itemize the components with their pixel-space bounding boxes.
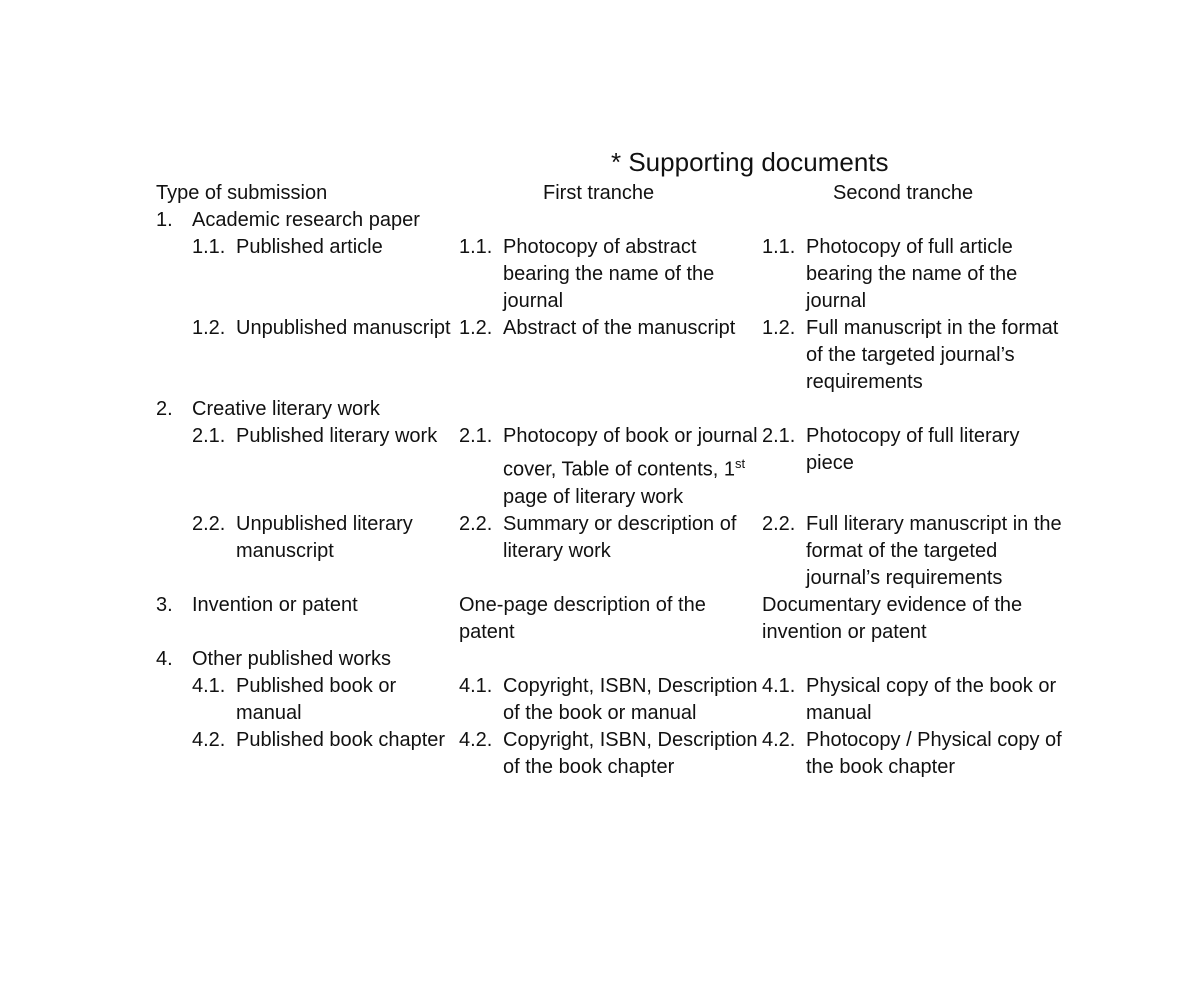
item-number: 1.1. [459,236,493,258]
section-cell [156,646,1062,673]
item-number: 4.1. [762,674,796,697]
type-cell [156,673,459,727]
page-title: * Supporting documents [611,147,889,177]
table-row [156,511,1062,592]
item-number: 1.1. [762,236,796,258]
item-number: 1.2. [762,317,796,339]
item-text: Photocopy of full article bearing the name of the journal [806,236,1018,312]
item-number: 2.2. [192,512,226,535]
type-cell [156,592,459,646]
item-number: 2.1. [459,425,493,447]
section-cell [156,396,1062,423]
item-number: 1.2. [192,317,226,339]
item-text: Abstract of the manuscript [503,317,736,339]
table-row [156,727,1062,781]
type-cell [156,727,459,781]
table-row [156,315,1062,396]
header-type-of-submission: Type of submission [156,182,328,204]
second-tranche-cell [762,511,1062,592]
table-row [156,207,1062,234]
item-number: 2.2. [762,512,796,535]
item-label: Published book or manual [236,674,397,724]
section-label: Invention or patent [192,593,358,616]
item-label: Unpublished literary manuscript [236,512,413,562]
type-cell [156,511,459,592]
table-row [156,646,1062,673]
table-row [156,673,1062,727]
second-tranche-cell [762,592,1062,646]
first-tranche-cell [459,315,762,396]
item-number: 2.1. [762,425,796,447]
first-tranche-cell [459,727,762,781]
item-number: 4.2. [192,728,226,751]
first-tranche-cell [459,673,762,727]
item-text: Full literary manuscript in the format of the targeted journal’s requirements [806,512,1062,589]
item-number: 4.1. [459,674,493,697]
second-tranche-cell [762,315,1062,396]
section-label: Academic research paper [192,209,420,231]
item-number: 1.2. [459,317,493,339]
item-number: 1.1. [192,236,226,258]
section-number: 4. [156,647,173,670]
table-row [156,423,1062,511]
item-text: Full manuscript in the format of the targeted journal’s requirements [806,317,1059,393]
second-tranche-cell [762,234,1062,315]
item-text: Copyright, ISBN, Description of the book or manual [503,674,758,724]
item-label: Published literary work [236,425,438,447]
item-text: Photocopy of abstract bearing the name of the journal [503,236,715,312]
header-second-tranche: Second tranche [833,182,974,204]
second-tranche-cell [762,673,1062,727]
table-row [156,592,1062,646]
item-text-part: Photocopy of book or journal cover, Table of contents, 1 [503,425,758,481]
first-tranche-cell [459,592,762,646]
item-text: Copyright, ISBN, Description of the book chapter [503,728,758,778]
type-cell [156,423,459,511]
item-label: Published article [236,236,383,258]
item-text: Photocopy / Physical copy of the book chapter [806,728,1062,778]
item-text: Physical copy of the book or manual [806,674,1057,724]
section-label: Other published works [192,647,391,670]
item-number: 4.2. [459,728,493,751]
supporting-documents-table [156,207,1062,781]
second-tranche-cell [762,423,1062,511]
item-text [503,423,762,511]
first-tranche-cell [459,234,762,315]
section-number: 1. [156,209,173,231]
item-text: Photocopy of full literary piece [806,425,1020,474]
header-first-tranche: First tranche [543,182,655,204]
section-number: 3. [156,593,173,616]
item-number: 2.1. [192,425,226,447]
table-row [156,234,1062,315]
ordinal-superscript: st [735,456,746,471]
item-label: Unpublished manuscript [236,317,451,339]
table-row [156,396,1062,423]
type-cell [156,315,459,396]
section-number: 2. [156,398,173,420]
type-cell [156,234,459,315]
item-text: Summary or description of literary work [503,512,737,562]
item-number: 2.2. [459,512,493,535]
section-cell [156,207,1062,234]
first-tranche-cell [459,423,762,511]
second-tranche-cell [762,727,1062,781]
item-label: Published book chapter [236,728,446,751]
item-text: Documentary evidence of the invention or patent [762,593,1023,643]
item-number: 4.1. [192,674,226,697]
first-tranche-cell [459,511,762,592]
item-text-part: page of literary work [503,485,684,508]
section-label: Creative literary work [192,398,380,420]
item-text: One-page description of the patent [459,593,706,643]
item-number: 4.2. [762,728,796,751]
